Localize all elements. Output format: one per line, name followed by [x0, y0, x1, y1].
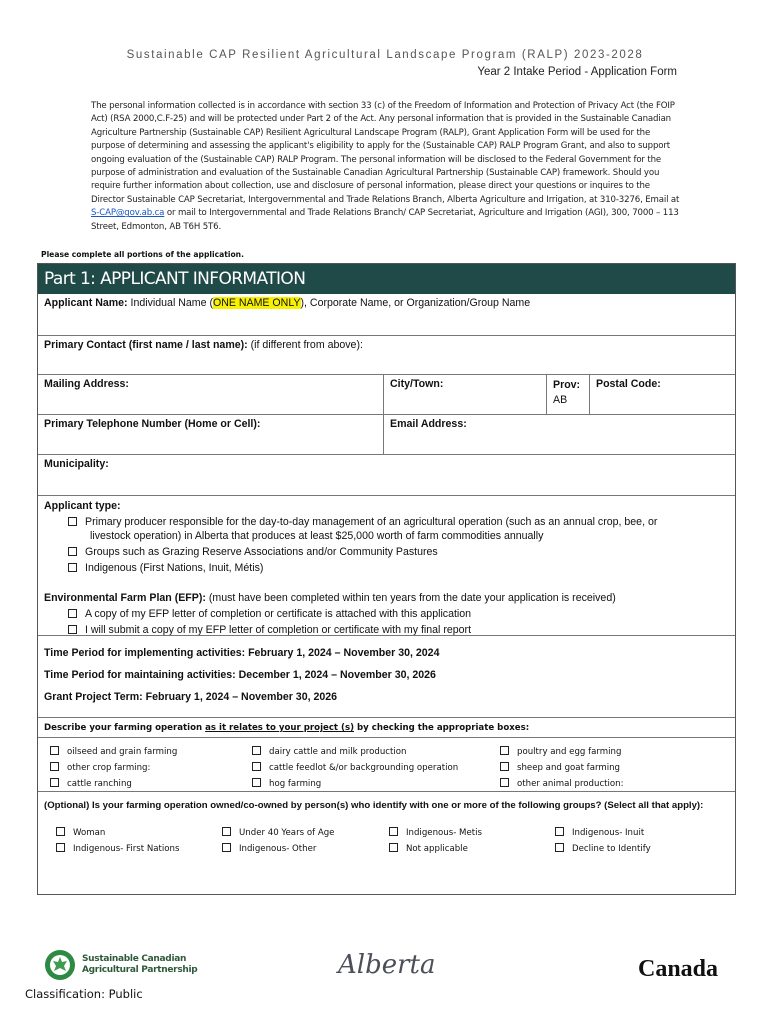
- efp-hint: (must have been completed within ten years from the date your application is received): [208, 592, 616, 604]
- farming-option[interactable]: oilseed and grain farming: [50, 744, 252, 760]
- phone-label: Primary Telephone Number (Home or Cell):: [44, 418, 261, 430]
- farming-option-column: [252, 744, 500, 792]
- group-option[interactable]: Indigenous- Metis: [389, 825, 555, 841]
- program-title: Sustainable CAP Resilient Agricultural Landscape Program (RALP) 2023-2028: [126, 49, 644, 61]
- classification-label: Classification: Public: [25, 987, 143, 1001]
- grant-term: Grant Project Term: February 1, 2024 – November 30, 2026: [44, 691, 338, 703]
- applicant-type-label: Applicant type:: [44, 500, 121, 512]
- prov-label: Prov:: [553, 379, 581, 391]
- optional-groups-section: [38, 791, 735, 894]
- farming-option[interactable]: sheep and goat farming: [500, 760, 720, 776]
- one-name-only-highlight: ONE NAME ONLY: [212, 297, 301, 309]
- privacy-text: The personal information collected is in accordance with section 33 (c) of the Freedom of Information and Protection of Privacy Act (the FOIP Act) (RSA 2000,C.F-25) and will be protected under Part 2 of the Act. Any personal information that is provided in the Sustainable Canadian Agriculture Partnership (Sustainable CAP) Resilient Agricultural Landscape Program (RALP), Grant Application Form will be used for the purpose of determining and assessing the applicant's eligibility to apply for the (Sustainable CAP) RALP Program Grant, and also to support ongoing evaluation of the (Sustainable CAP) RALP Program. The personal information will be disclosed to the Federal Government for the purpose of administration and evaluation of the Sustainable Canadian Agricultural Partnership (Sustainable CAP) framework. Should you require further information about collection, use and disclosure of personal information, please direct your questions or inquires to the Director Sustainable CAP Secretariat, Intergovernmental and Trade Relations Branch, Alberta Agriculture and Irrigation, at 310-3276, Email at: [91, 101, 680, 205]
- applicant-type-option[interactable]: Indigenous (First Nations, Inuit, Métis): [44, 560, 729, 576]
- postal-code-field[interactable]: [590, 375, 735, 414]
- checkbox[interactable]: [389, 827, 398, 836]
- applicant-type-option[interactable]: Groups such as Grazing Reserve Associations and/or Community Pastures: [44, 544, 729, 560]
- applicant-name-label: Applicant Name:: [44, 297, 128, 309]
- checkbox[interactable]: [68, 517, 77, 526]
- checkbox[interactable]: [50, 746, 59, 755]
- primary-contact-label: Primary Contact (first name / last name):: [44, 339, 248, 351]
- checkbox[interactable]: [56, 843, 65, 852]
- checkbox[interactable]: [68, 563, 77, 572]
- checkbox[interactable]: [222, 827, 231, 836]
- checkbox[interactable]: [68, 625, 77, 634]
- part1-banner: Part 1: APPLICANT INFORMATION: [38, 264, 735, 294]
- maple-leaf-icon: [44, 948, 76, 982]
- form-subtitle: Year 2 Intake Period - Application Form: [477, 66, 677, 78]
- checkbox[interactable]: [56, 827, 65, 836]
- farming-option-column: [500, 744, 720, 792]
- telephone-field[interactable]: [38, 415, 384, 454]
- scap-logo: [44, 948, 197, 982]
- address-row: [38, 374, 735, 414]
- logo-line2: Agricultural Partnership: [82, 965, 198, 975]
- group-option-column: [56, 825, 222, 857]
- checkbox[interactable]: [555, 827, 564, 836]
- time-maintaining: Time Period for maintaining activities: December 1, 2024 – November 30, 2026: [44, 669, 436, 681]
- email-link[interactable]: S-CAP@gov.ab.ca: [91, 208, 165, 219]
- completion-note: Please complete all portions of the application.: [41, 250, 244, 259]
- group-option[interactable]: Not applicable: [389, 841, 555, 857]
- prov-value: AB: [553, 394, 568, 406]
- checkbox[interactable]: [252, 778, 261, 787]
- mailing-label: Mailing Address:: [44, 378, 129, 390]
- group-option-column: [555, 825, 715, 857]
- alberta-logo: Alberta: [338, 950, 436, 980]
- municipality-label: Municipality:: [44, 458, 109, 470]
- group-option[interactable]: Under 40 Years of Age: [222, 825, 389, 841]
- checkbox[interactable]: [500, 778, 509, 787]
- checkbox[interactable]: [252, 762, 261, 771]
- checkbox[interactable]: [252, 746, 261, 755]
- logo-line1: Sustainable Canadian: [82, 954, 187, 964]
- checkbox[interactable]: [555, 843, 564, 852]
- applicant-type-section: [38, 495, 735, 635]
- time-periods: [38, 635, 735, 717]
- primary-contact-field[interactable]: [38, 335, 735, 374]
- city-field[interactable]: [384, 375, 547, 414]
- province-field[interactable]: [547, 375, 590, 414]
- efp-label-line: [44, 590, 729, 606]
- efp-label: Environmental Farm Plan (EFP):: [44, 592, 206, 604]
- municipality-field[interactable]: [38, 454, 735, 495]
- applicant-type-option-cont: livestock operation) in Alberta that produces at least $25,000 worth of farm commodities annually: [90, 530, 544, 542]
- applicant-name-field[interactable]: [38, 294, 735, 335]
- efp-option[interactable]: A copy of my EFP letter of completion or certificate is attached with this application: [44, 606, 729, 622]
- postal-label: Postal Code:: [596, 378, 661, 390]
- group-option[interactable]: Indigenous- Other: [222, 841, 389, 857]
- city-label: City/Town:: [390, 378, 444, 390]
- optional-groups-label: (Optional) Is your farming operation owned/co-owned by person(s) who identify with one or more of the following groups? (Select all that apply):: [44, 800, 704, 811]
- time-implementing: Time Period for implementing activities: February 1, 2024 – November 30, 2024: [44, 647, 440, 659]
- group-option-column: [389, 825, 555, 857]
- group-option[interactable]: Woman: [56, 825, 222, 841]
- farming-option[interactable]: cattle ranching: [50, 776, 252, 792]
- checkbox[interactable]: [50, 778, 59, 787]
- farming-operation-options: [38, 737, 735, 791]
- group-option[interactable]: Indigenous- Inuit: [555, 825, 715, 841]
- checkbox[interactable]: [500, 746, 509, 755]
- farming-operation-heading: Describe your farming operation as it relates to your project (s) by checking the appropriate boxes:: [38, 717, 735, 737]
- group-option[interactable]: Decline to Identify: [555, 841, 715, 857]
- checkbox[interactable]: [389, 843, 398, 852]
- applicant-form: [37, 263, 736, 895]
- checkbox[interactable]: [222, 843, 231, 852]
- farming-option-column: [50, 744, 252, 792]
- contact-row: [38, 414, 735, 454]
- checkbox[interactable]: [50, 762, 59, 771]
- group-option[interactable]: Indigenous- First Nations: [56, 841, 222, 857]
- privacy-text-after: or mail to Intergovernmental and Trade Relations Branch/ CAP Secretariat, Agriculture and Irrigation (AGI), 300, 7000 – 113 Street, Edmonton, AB T6H 5T6.: [91, 208, 679, 232]
- email-label: Email Address:: [390, 418, 467, 430]
- checkbox[interactable]: [68, 547, 77, 556]
- farming-option[interactable]: poultry and egg farming: [500, 744, 720, 760]
- email-field[interactable]: [384, 415, 735, 454]
- canada-wordmark: Canada: [638, 956, 719, 982]
- farming-option[interactable]: hog farming: [252, 776, 500, 792]
- checkbox[interactable]: [500, 762, 509, 771]
- farming-option[interactable]: cattle feedlot &/or backgrounding operation: [252, 760, 500, 776]
- efp-option[interactable]: I will submit a copy of my EFP letter of completion or certificate with my final report: [44, 622, 729, 638]
- farming-option[interactable]: dairy cattle and milk production: [252, 744, 500, 760]
- farming-option[interactable]: other crop farming:: [50, 760, 252, 776]
- privacy-notice: [91, 100, 681, 234]
- primary-contact-hint: (if different from above):: [250, 339, 363, 351]
- applicant-name-hint-post: ), Corporate Name, or Organization/Group Name: [300, 297, 531, 309]
- group-option-column: [222, 825, 389, 857]
- mailing-address-field[interactable]: [38, 375, 384, 414]
- applicant-name-hint-pre: Individual Name (: [130, 297, 213, 309]
- checkbox[interactable]: [68, 609, 77, 618]
- farming-option[interactable]: other animal production:: [500, 776, 720, 792]
- applicant-type-option[interactable]: Primary producer responsible for the day-to-day management of an agricultural operation (such as an annual crop, bee, or: [44, 514, 729, 530]
